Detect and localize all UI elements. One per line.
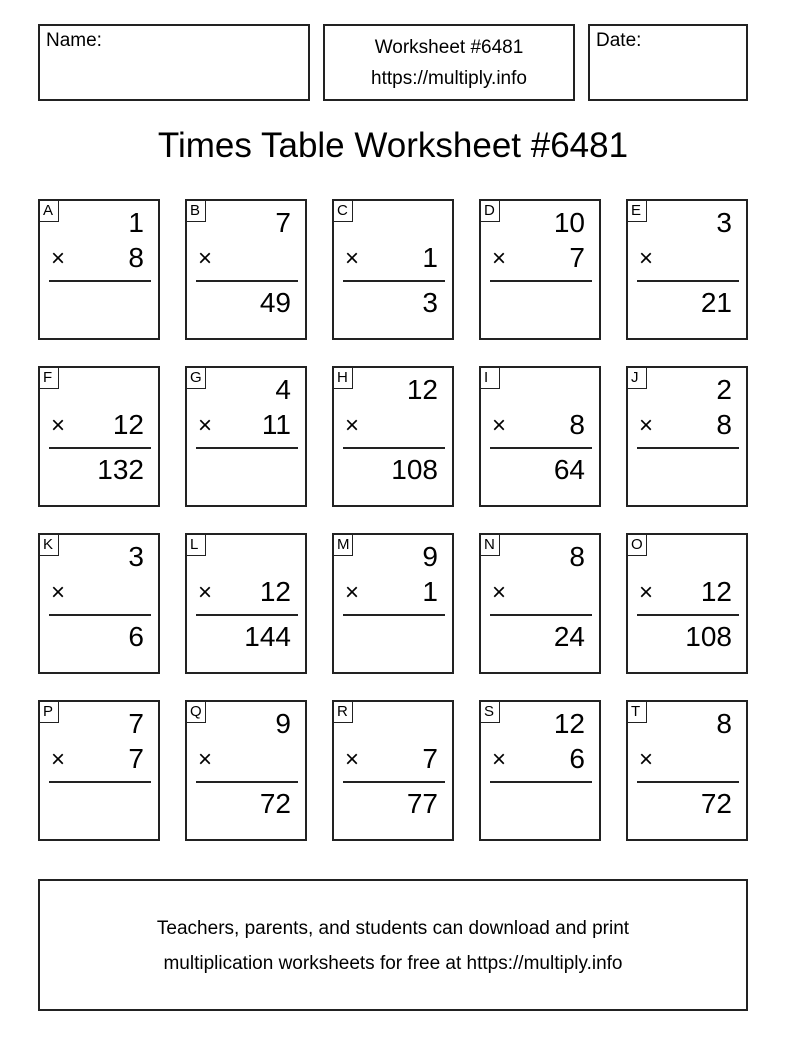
times-sign: × — [639, 245, 654, 272]
problem-letter: S — [481, 702, 500, 723]
times-sign: × — [51, 412, 66, 439]
problem-letter: Q — [187, 702, 206, 723]
times-sign: × — [492, 579, 507, 606]
multiplier: 12 — [112, 409, 144, 440]
multiplicand: 7 — [128, 708, 144, 739]
name-field[interactable] — [38, 24, 310, 101]
times-sign: × — [51, 579, 66, 606]
multiplicand: 9 — [422, 541, 438, 572]
problem-letter: P — [40, 702, 59, 723]
problem-card — [479, 700, 601, 841]
times-sign: × — [198, 579, 213, 606]
times-sign: × — [639, 579, 654, 606]
multiplier: 1 — [422, 576, 438, 607]
problem-letter: H — [334, 368, 353, 389]
problem-card — [332, 533, 454, 674]
product: 108 — [391, 454, 438, 485]
problem-card — [185, 199, 307, 340]
multiplicand: 2 — [716, 374, 732, 405]
times-sign: × — [51, 245, 66, 272]
multiplier: 12 — [259, 576, 291, 607]
problem-letter: N — [481, 535, 500, 556]
multiplicand: 8 — [716, 708, 732, 739]
problem-card — [626, 366, 748, 507]
multiplier: 11 — [261, 409, 291, 440]
times-sign: × — [345, 412, 360, 439]
product: 144 — [244, 621, 291, 652]
product: 49 — [259, 287, 291, 318]
name-label: Name: — [46, 30, 102, 51]
multiplicand: 12 — [406, 374, 438, 405]
problem-card — [332, 366, 454, 507]
problem-card — [626, 700, 748, 841]
times-sign: × — [345, 746, 360, 773]
problem-card — [38, 199, 160, 340]
problem-letter: J — [628, 368, 647, 389]
multiplier: 6 — [569, 743, 585, 774]
problem-card — [38, 366, 160, 507]
answer-rule — [490, 781, 592, 783]
problem-card — [185, 533, 307, 674]
product: 72 — [259, 788, 291, 819]
answer-rule — [49, 614, 151, 616]
times-sign: × — [492, 746, 507, 773]
footer-line-1: Teachers, parents, and students can download and print — [156, 918, 630, 939]
times-sign: × — [198, 412, 213, 439]
multiplier: 8 — [716, 409, 732, 440]
problem-letter: T — [628, 702, 647, 723]
multiplicand: 12 — [553, 708, 585, 739]
multiplier: 8 — [569, 409, 585, 440]
problem-letter: M — [334, 535, 353, 556]
product: 64 — [553, 454, 585, 485]
answer-rule — [343, 280, 445, 282]
problem-letter: G — [187, 368, 206, 389]
footer-box — [38, 879, 748, 1011]
answer-rule — [196, 447, 298, 449]
problem-letter: I — [481, 368, 500, 389]
multiplicand: 3 — [128, 541, 144, 572]
answer-rule — [637, 614, 739, 616]
multiplicand: 4 — [275, 374, 291, 405]
times-sign: × — [198, 245, 213, 272]
footer-line-2: multiplication worksheets for free at https://multiply.info — [163, 953, 623, 974]
times-sign: × — [639, 412, 654, 439]
multiplicand: 9 — [275, 708, 291, 739]
problem-card — [38, 533, 160, 674]
problem-letter: D — [481, 201, 500, 222]
product: 21 — [700, 287, 732, 318]
worksheet-info-box — [323, 24, 575, 101]
times-sign: × — [198, 746, 213, 773]
problem-card — [332, 700, 454, 841]
answer-rule — [490, 280, 592, 282]
problem-card — [332, 199, 454, 340]
answer-rule — [49, 280, 151, 282]
multiplicand: 7 — [275, 207, 291, 238]
problem-letter: L — [187, 535, 206, 556]
answer-rule — [196, 614, 298, 616]
multiplier: 8 — [128, 242, 144, 273]
answer-rule — [637, 280, 739, 282]
multiplier: 7 — [569, 242, 585, 273]
problem-card — [479, 366, 601, 507]
product: 132 — [97, 454, 144, 485]
problem-card — [185, 366, 307, 507]
multiplier: 12 — [700, 576, 732, 607]
multiplicand: 1 — [128, 207, 144, 238]
answer-rule — [637, 447, 739, 449]
answer-rule — [49, 447, 151, 449]
multiplicand: 10 — [553, 207, 585, 238]
problem-letter: R — [334, 702, 353, 723]
problem-card — [185, 700, 307, 841]
answer-rule — [343, 447, 445, 449]
problem-letter: O — [628, 535, 647, 556]
problem-card — [479, 533, 601, 674]
product: 108 — [685, 621, 732, 652]
problem-card — [626, 199, 748, 340]
answer-rule — [490, 614, 592, 616]
date-field[interactable] — [588, 24, 748, 101]
times-sign: × — [492, 245, 507, 272]
problem-letter: K — [40, 535, 59, 556]
problem-letter: B — [187, 201, 206, 222]
problem-letter: A — [40, 201, 59, 222]
answer-rule — [196, 781, 298, 783]
problem-card — [38, 700, 160, 841]
answer-rule — [490, 447, 592, 449]
product: 3 — [422, 287, 438, 318]
answer-rule — [343, 614, 445, 616]
product: 72 — [700, 788, 732, 819]
multiplicand: 3 — [716, 207, 732, 238]
times-sign: × — [345, 579, 360, 606]
times-sign: × — [492, 412, 507, 439]
problem-letter: E — [628, 201, 647, 222]
problem-card — [626, 533, 748, 674]
product: 24 — [553, 621, 585, 652]
answer-rule — [637, 781, 739, 783]
times-sign: × — [345, 245, 360, 272]
page-title: Times Table Worksheet #6481 — [157, 126, 629, 165]
answer-rule — [343, 781, 445, 783]
problem-card — [479, 199, 601, 340]
multiplier: 7 — [128, 743, 144, 774]
times-sign: × — [51, 746, 66, 773]
problem-letter: F — [40, 368, 59, 389]
multiplicand: 8 — [569, 541, 585, 572]
product: 6 — [128, 621, 144, 652]
times-sign: × — [639, 746, 654, 773]
multiplier: 1 — [422, 242, 438, 273]
date-label: Date: — [596, 30, 642, 51]
worksheet-id: Worksheet #6481 — [374, 37, 524, 58]
worksheet-url: https://multiply.info — [371, 68, 527, 89]
answer-rule — [49, 781, 151, 783]
product: 77 — [406, 788, 438, 819]
problem-letter: C — [334, 201, 353, 222]
multiplier: 7 — [422, 743, 438, 774]
answer-rule — [196, 280, 298, 282]
